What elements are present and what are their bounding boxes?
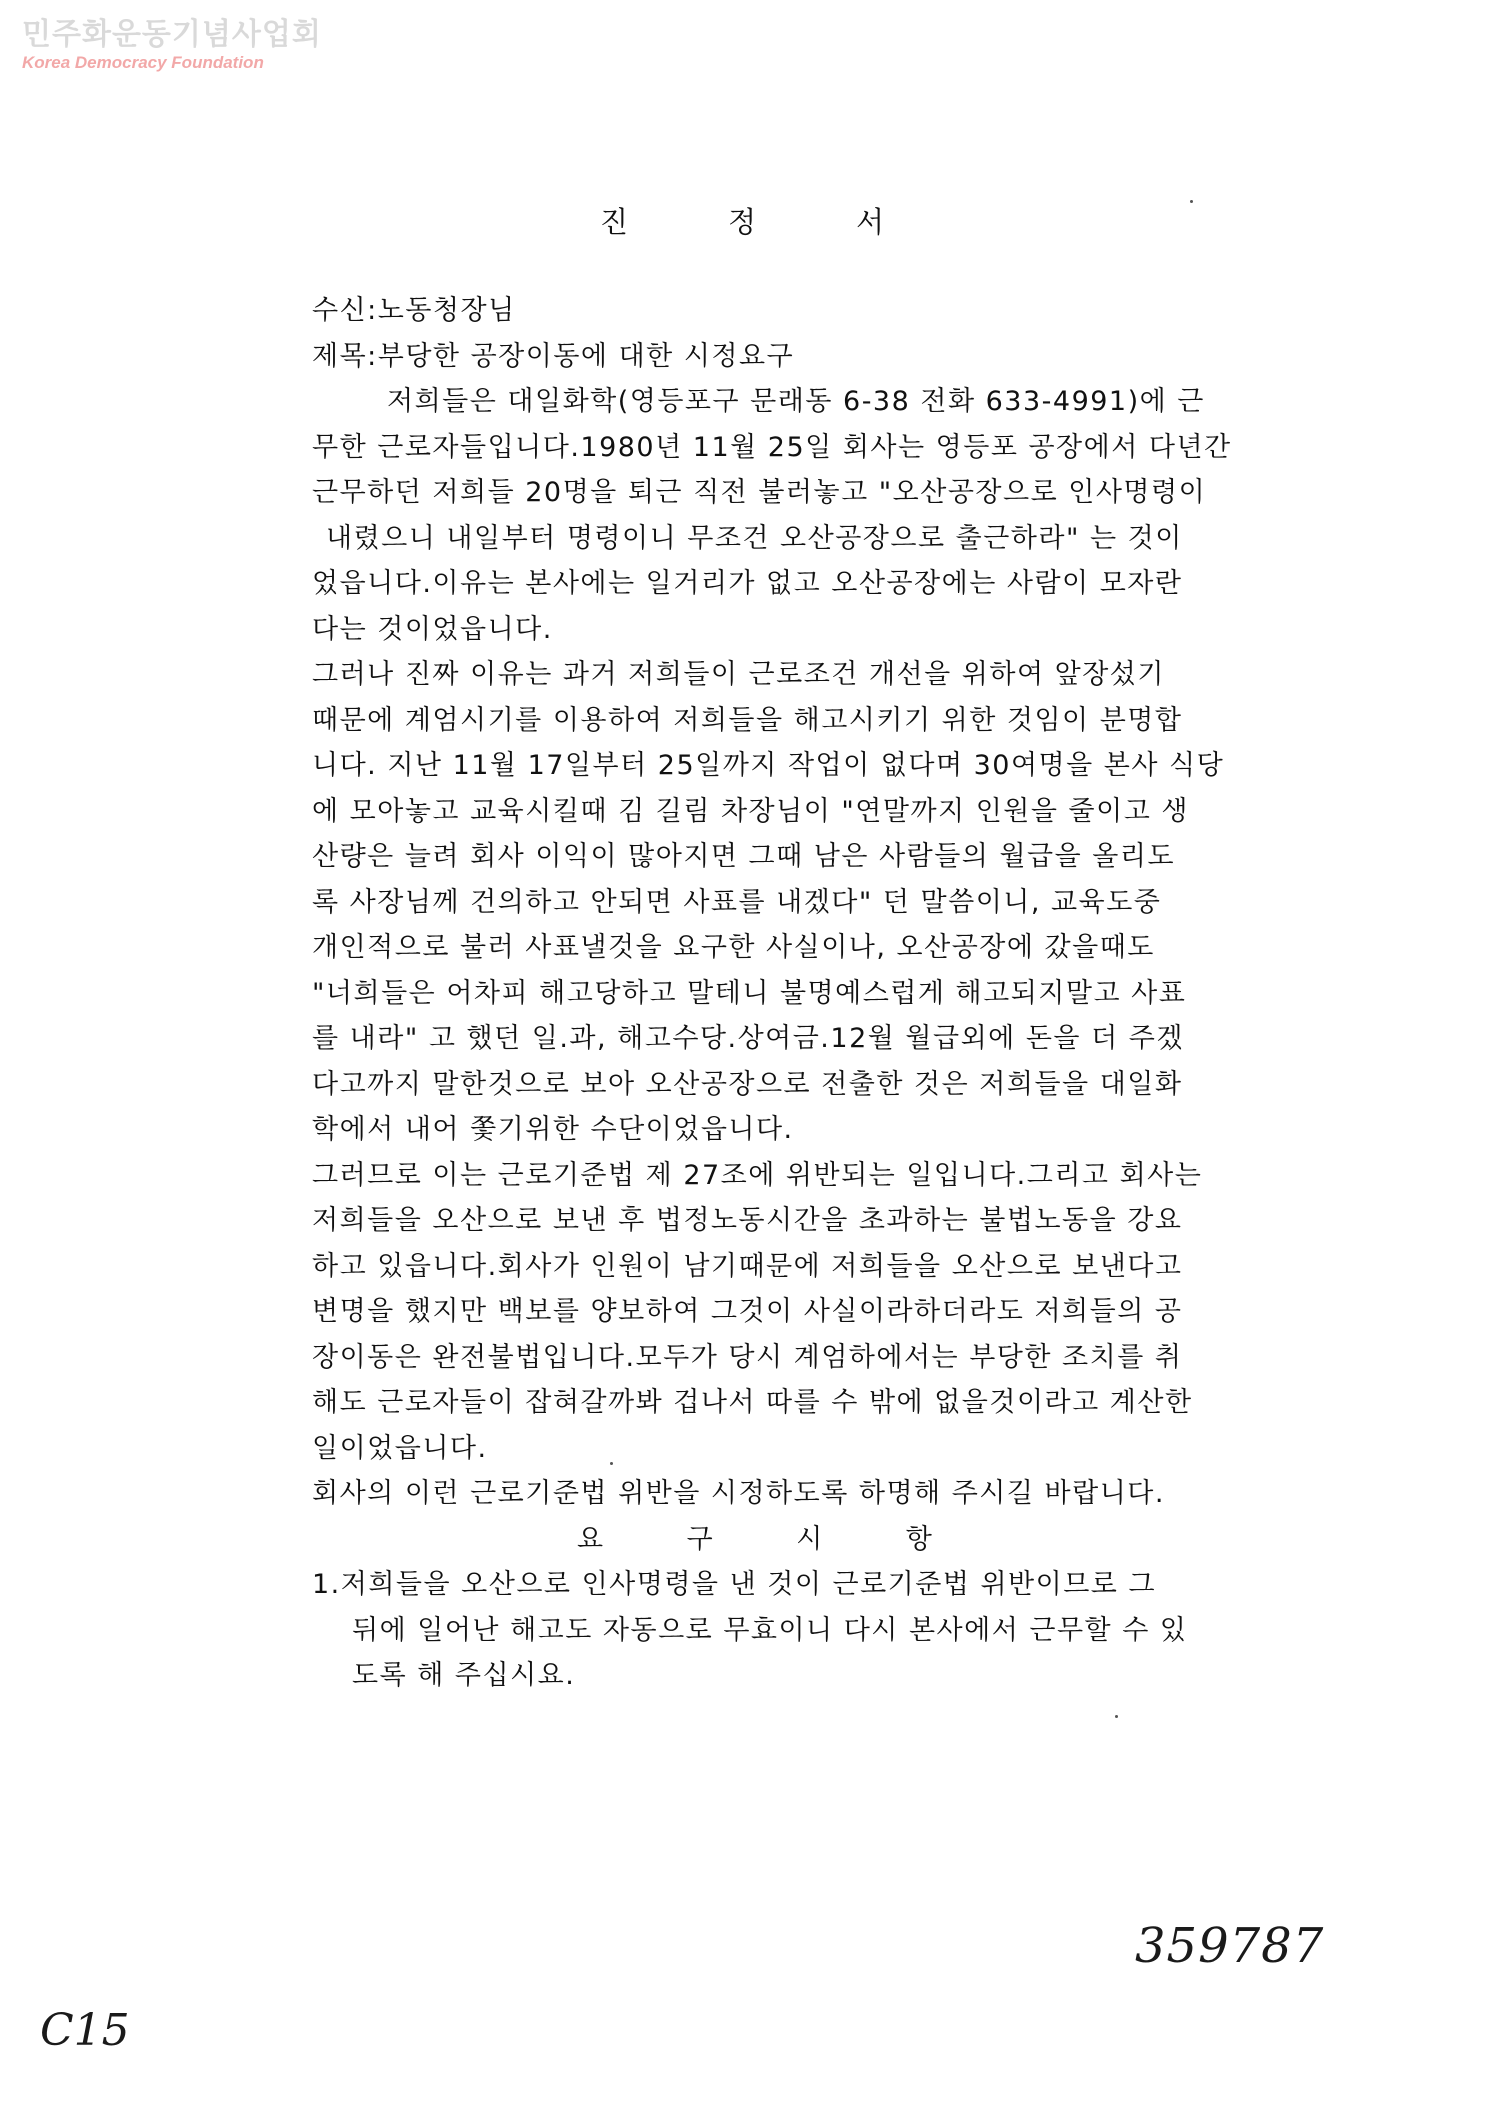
handwritten-archive-number: 359787 bbox=[1135, 1918, 1325, 1974]
body-line: 를 내라" 고 했던 일.과, 해고수당.상여금.12월 월급외에 돈을 더 주겠 bbox=[312, 1023, 1184, 1054]
foundation-watermark bbox=[22, 18, 322, 73]
body-line: 해도 근로자들이 잡혀갈까봐 겁나서 따를 수 밖에 없을것이라고 계산한 bbox=[312, 1387, 1193, 1418]
body-line: 그러나 진짜 이유는 과거 저희들이 근로조건 개선을 위하여 앞장섰기 bbox=[312, 659, 1165, 690]
scan-speck bbox=[610, 1462, 613, 1465]
recipient-line: 수신:노동청장님 bbox=[312, 295, 516, 326]
request-heading-char: 시 bbox=[796, 1523, 824, 1555]
title-char: 서 bbox=[856, 205, 885, 239]
watermark-korean: 민주화운동기념사업회 bbox=[22, 17, 322, 52]
subject-line: 제목:부당한 공장이동에 대한 시정요구 bbox=[312, 340, 795, 372]
body-line: 개인적으로 불러 사표낼것을 요구한 사실이나, 오산공장에 갔을때도 bbox=[312, 932, 1155, 963]
body-line: 학에서 내어 쫓기위한 수단이었읍니다. bbox=[312, 1114, 794, 1145]
document-body bbox=[312, 288, 1372, 1699]
body-line: 에 모아놓고 교육시킬때 김 길림 차장님이 "연말까지 인원을 줄이고 생 bbox=[312, 795, 1189, 827]
watermark-english: Korea Democracy Foundation bbox=[22, 53, 264, 72]
body-line: 하고 있읍니다.회사가 인원이 남기때문에 저희들을 오산으로 보낸다고 bbox=[312, 1250, 1183, 1282]
page-mark: C15 bbox=[40, 2005, 130, 2056]
title-char: 정 bbox=[728, 205, 757, 239]
body-line: 근무하던 저희들 20명을 퇴근 직전 불러놓고 "오산공장으로 인사명령이 bbox=[312, 477, 1207, 508]
body-line: 일이었읍니다. bbox=[312, 1432, 488, 1464]
request-item-line: 1.저희들을 오산으로 인사명령을 낸 것이 근로기준법 위반이므로 그 bbox=[312, 1569, 1157, 1600]
body-line: 장이동은 완전불법입니다.모두가 당시 계엄하에서는 부당한 조치를 취 bbox=[312, 1341, 1183, 1373]
body-line: 저희들을 오산으로 보낸 후 법정노동시간을 초과하는 불법노동을 강요 bbox=[312, 1205, 1183, 1236]
request-item-line: 뒤에 일어난 해고도 자동으로 무효이니 다시 본사에서 근무할 수 있 bbox=[352, 1614, 1188, 1646]
request-heading-char: 항 bbox=[905, 1523, 934, 1555]
body-line: 었읍니다.이유는 본사에는 일거리가 없고 오산공장에는 사람이 모자란 bbox=[312, 568, 1183, 599]
request-item-line: 도록 해 주십시요. bbox=[352, 1660, 576, 1691]
request-heading-char: 요 bbox=[577, 1523, 605, 1555]
body-line: 내렸으니 내일부터 명령이니 무조건 오산공장으로 출근하라" 는 것이 bbox=[326, 522, 1183, 554]
scan-speck bbox=[1190, 200, 1193, 203]
body-line: 그러므로 이는 근로기준법 제 27조에 위반되는 일입니다.그리고 회사는 bbox=[312, 1159, 1203, 1191]
document-title bbox=[600, 200, 984, 241]
body-line: 니다. 지난 11월 17일부터 25일까지 작업이 없다며 30여명을 본사 식당 bbox=[312, 750, 1225, 781]
request-heading-char: 구 bbox=[686, 1523, 715, 1555]
body-line: 산량은 늘려 회사 이익이 많아지면 그때 남은 사람들의 월급을 올리도 bbox=[312, 841, 1176, 872]
body-line: 변명을 했지만 백보를 양보하여 그것이 사실이라하더라도 저희들의 공 bbox=[312, 1296, 1183, 1327]
body-line: 무한 근로자들입니다.1980년 11월 25일 회사는 영등포 공장에서 다년간 bbox=[312, 431, 1232, 463]
body-line: "너희들은 어차피 해고당하고 말테니 불명예스럽게 해고되지말고 사표 bbox=[312, 977, 1187, 1009]
title-char: 진 bbox=[600, 205, 629, 239]
body-line: 다는 것이었읍니다. bbox=[312, 613, 553, 645]
body-line: 록 사장님께 건의하고 안되면 사표를 내겠다" 던 말씀이니, 교육도중 bbox=[312, 886, 1162, 918]
closing-request-line: 회사의 이런 근로기준법 위반을 시정하도록 하명해 주시길 바랍니다. bbox=[312, 1478, 1165, 1509]
body-line: 때문에 계엄시기를 이용하여 저희들을 해고시키기 위한 것임이 분명합 bbox=[312, 704, 1183, 736]
body-line: 다고까지 말한것으로 보아 오산공장으로 전출한 것은 저희들을 대일화 bbox=[312, 1068, 1183, 1100]
request-heading bbox=[312, 1517, 1372, 1563]
scan-speck bbox=[1115, 1715, 1118, 1718]
body-line: 저희들은 대일화학(영등포구 문래동 6-38 전화 633-4991)에 근 bbox=[387, 386, 1205, 417]
